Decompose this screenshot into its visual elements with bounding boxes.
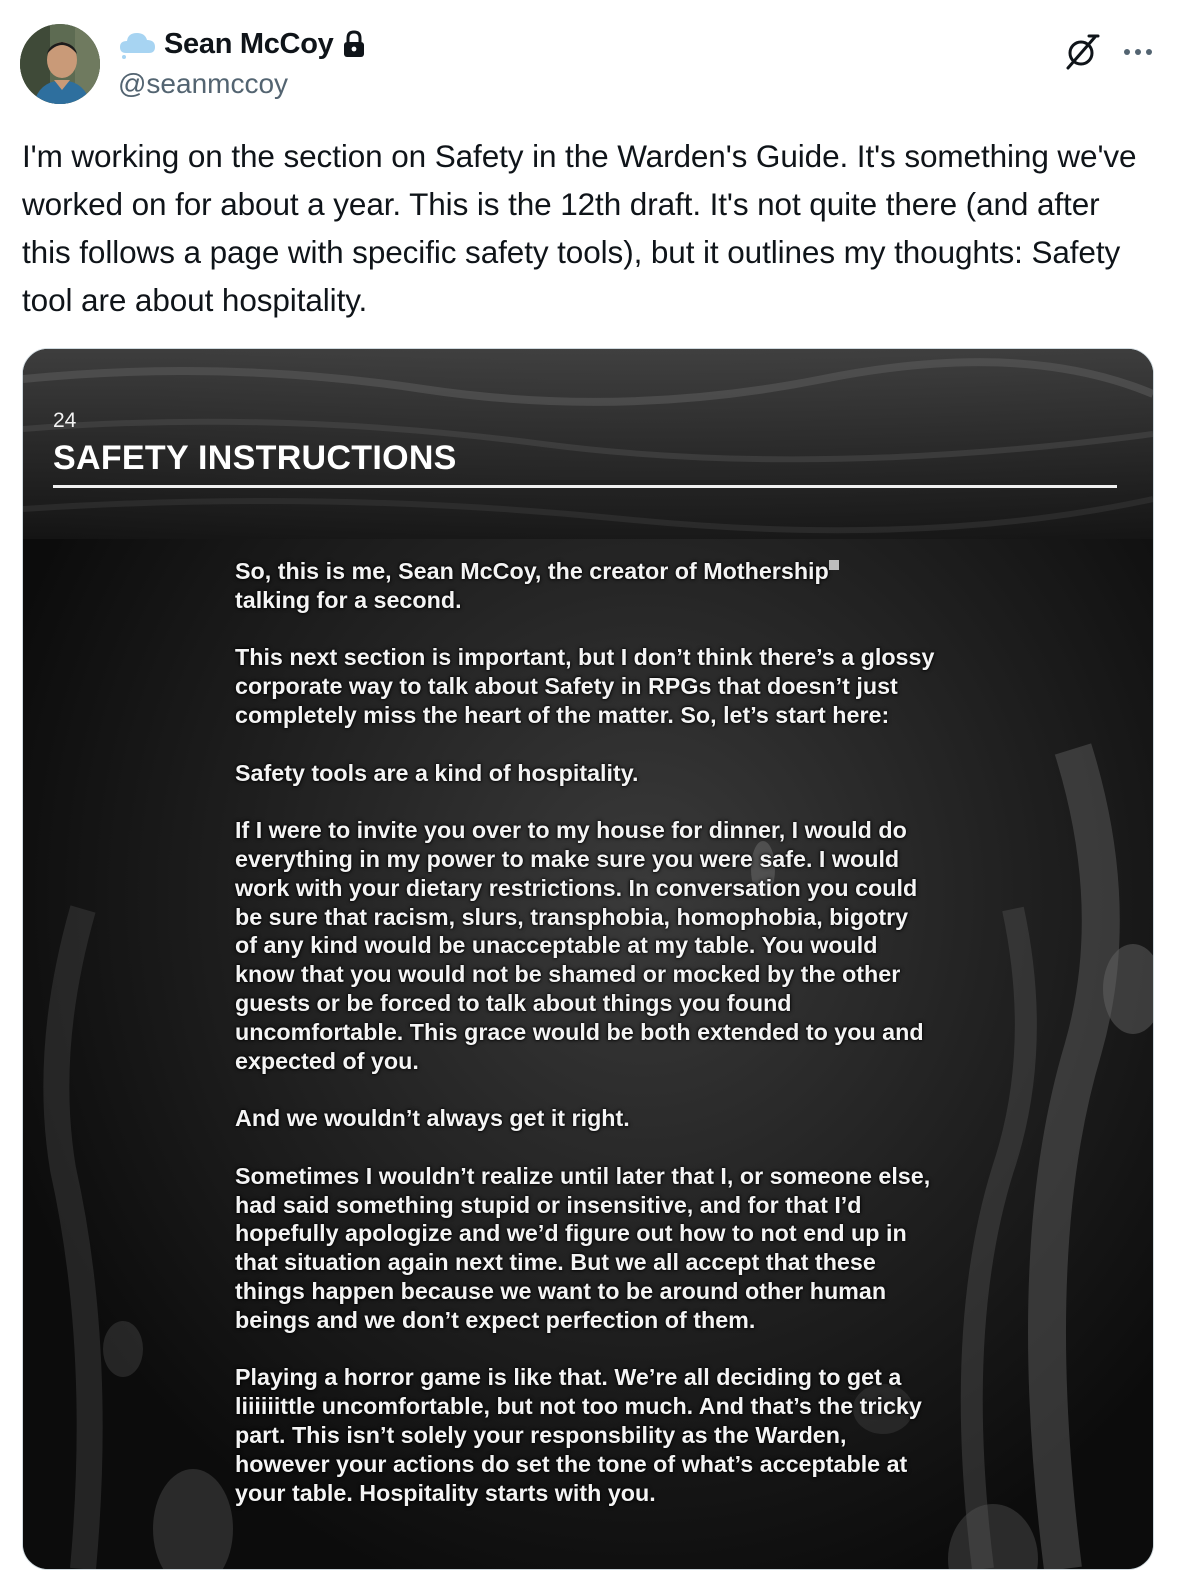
paragraph: Sometimes I wouldn’t realize until later that I, or someone else, had said something stupid or insensitive, and for that I’d hopefully apologize and we’d figure out how to not end up in that situation again next time. But we all accept that these things happen because we want to be around other human beings and we don’t expect perfection of them. [235,1162,931,1333]
paragraph-text: talking for a second. [235,586,462,613]
paragraph: Safety tools are a kind of hospitality. [235,759,639,786]
avatar[interactable] [20,24,100,104]
paragraph: This next section is important, but I don’t think there’s a glossy corporate way to talk about Safety in RPGs that doesn’t just completely miss the heart of the matter. So, let’s start here: [235,644,935,728]
display-name[interactable]: Sean McCoy [164,27,334,60]
paragraph-text: So, this is me, Sean McCoy, the creator of Mothership [235,558,829,584]
page-body [235,557,935,1536]
more-icon[interactable] [1118,34,1158,70]
page-title: SAFETY INSTRUCTIONS [53,439,457,477]
name-row [118,26,367,62]
paragraph [235,557,935,615]
tweet-image[interactable] [22,348,1154,1570]
page-number: 24 [53,409,77,432]
tweet-text: I'm working on the section on Safety in the Warden's Guide. It's something we've worked on for about a year. This is the 12th draft. It's not quite there (and after this follows a page with specific safety tools), but it outlines my thoughts: Safety tool are about hospitality. [22,138,1137,318]
cloud-icon [118,29,158,59]
handle[interactable]: @seanmccoy [118,68,289,99]
title-divider [53,485,1117,488]
paragraph: If I were to invite you over to my house for dinner, I would do everything in my power to make sure you were safe. I would work with your dietary restrictions. In conversation you could be sure that racism, slurs, transphobia, homophobia, bigotry of any kind would be unacceptable at my table. You would know that you would not be shamed or mocked by the other guests or be forced to talk about things you found uncomfortable. This grace would be both extended to you and expected of you. [235,817,924,1074]
paragraph: Playing a horror game is like that. We’re all deciding to get a liiiiiittle uncomfortable, but not too much. And that’s the tricky part. This isn’t solely your responsbility as the Warden, however your actions do set the tone of what’s acceptable at your table. Hospitality starts with you. [235,1364,922,1506]
trademark-mark-icon [829,560,839,570]
tweet-header [20,22,1158,106]
paragraph: And we wouldn’t always get it right. [235,1105,630,1132]
grok-icon[interactable] [1062,32,1102,72]
lock-icon [341,29,367,59]
